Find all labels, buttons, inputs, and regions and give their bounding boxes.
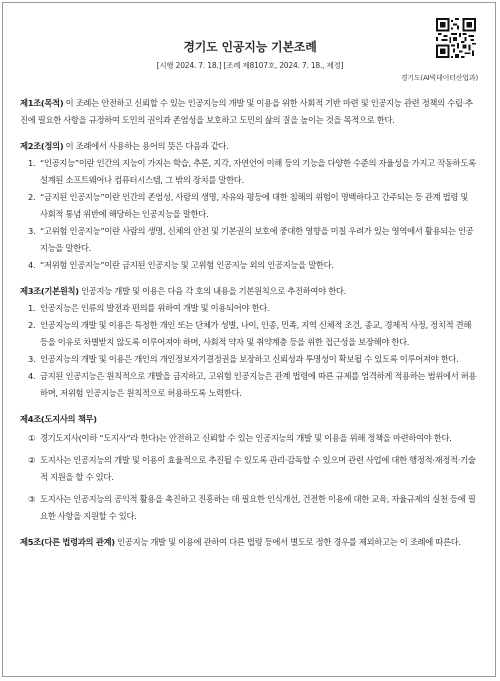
list-item <box>20 351 478 368</box>
item-number: 2. <box>28 320 36 330</box>
item-text: “저위험 인공지능”이란 금지된 인공지능 및 고위험 인공지능 외의 인공지능을 말한다. <box>40 260 334 270</box>
item-list <box>20 155 478 274</box>
ordinance-body <box>20 95 478 560</box>
article-heading: 제3조(기본원칙) <box>20 286 79 296</box>
page-title: 경기도 인공지능 기본조례 <box>183 40 317 54</box>
list-item <box>20 223 478 257</box>
article-2 <box>20 138 478 274</box>
item-number: 4. <box>28 371 36 381</box>
article-heading: 제4조(도지사의 책무) <box>20 414 97 424</box>
article-3 <box>20 283 478 402</box>
item-text: 금지된 인공지능은 원칙적으로 개발을 금지하고, 고위험 인공지능은 관계 법령에 따른 규제를 엄격하게 적용하는 범위에서 허용하며, 저위험 인공지능은 원칙적으로 허용하도록 노력한다. <box>40 371 477 398</box>
list-item <box>20 189 478 223</box>
list-item <box>20 155 478 189</box>
item-number: 3. <box>28 226 36 236</box>
article-text: 이 조례에서 사용하는 용어의 뜻은 다음과 같다. <box>63 141 229 151</box>
item-number: 1. <box>28 158 36 168</box>
list-item <box>20 368 478 402</box>
item-text: “인공지능”이란 인간의 지능이 가지는 학습, 추론, 지각, 자연언어 이해 등의 기능을 다양한 수준의 자율성을 가지고 작동하도록 설계된 소프트웨어나 컴퓨터시스템, 그 밖의 장치를 말한다. <box>40 158 476 185</box>
paragraph-item <box>20 491 478 525</box>
article-heading: 제2조(정의) <box>20 141 64 151</box>
list-item <box>20 317 478 351</box>
item-text: 도지사는 인공지능의 공익적 활용을 촉진하고 진흥하는 데 필요한 인식개선, 건전한 이용에 대한 교육, 자율규제의 실천 등에 필요한 사항을 지원할 수 있다. <box>40 494 476 521</box>
paragraph-item <box>20 452 478 486</box>
item-number: ③ <box>28 494 36 504</box>
item-text: 인공지능은 인류의 발전과 편의를 위하여 개발 및 이용되어야 한다. <box>40 303 270 313</box>
item-text: 경기도지사(이하 “도지사”라 한다)는 안전하고 신뢰할 수 있는 인공지능의 개발 및 이용을 위해 정책을 마련하여야 한다. <box>40 433 452 443</box>
item-list <box>20 300 478 402</box>
article-text: 인공지능 개발 및 이용에 관하여 다른 법령 등에서 별도로 정한 경우를 제외하고는 이 조례에 따른다. <box>114 537 461 547</box>
article-heading: 제5조(다른 법령과의 관계) <box>20 537 115 547</box>
item-text: 인공지능의 개발 및 이용은 개인의 개인정보자기결정권을 보장하고 신뢰성과 투명성이 확보될 수 있도록 이루어져야 한다. <box>40 354 459 364</box>
article-heading: 제1조(목적) <box>20 98 64 108</box>
item-text: 도지사는 인공지능의 개발 및 이용이 효율적으로 추진될 수 있도록 관리·감독할 수 있으며 관련 사업에 대한 행정적·재정적·기술적 지원을 할 수 있다. <box>40 455 476 482</box>
article-1 <box>20 95 478 129</box>
item-number: 1. <box>28 303 36 313</box>
item-number: 3. <box>28 354 36 364</box>
item-text: “금지된 인공지능”이란 인간의 존엄성, 사람의 생명, 자유와 평등에 대한 침해의 위험이 명백하다고 간주되는 등 관계 법령 및 사회적 통념 위반에 해당하는 인공지능을 말한다. <box>40 192 469 219</box>
item-number: 2. <box>28 192 36 202</box>
article-text: 인공지능 개발 및 이용은 다음 각 호의 내용을 기본원칙으로 추진하여야 한다. <box>78 286 346 296</box>
item-number: 4. <box>28 260 36 270</box>
item-text: 인공지능의 개발 및 이용은 특정한 개인 또는 단체가 성별, 나이, 인종, 민족, 지역 신체적 조건, 종교, 경제적 사정, 정치적 견해 등을 이유로 차별받지 않도록 이루어져야 하며, 사회적 약자 및 취약계층 등을 위한 접근성을 보장해야 한다. <box>40 320 472 347</box>
item-number: ① <box>28 433 36 443</box>
paragraph-item <box>20 430 478 447</box>
department-label: 경기도(AI빅데이터산업과) <box>400 74 478 82</box>
item-text: “고위험 인공지능”이란 사람의 생명, 신체의 안전 및 기본권의 보호에 중대한 영향을 미칠 우려가 있는 영역에서 활용되는 인공지능을 말한다. <box>40 226 474 253</box>
article-4 <box>20 411 478 525</box>
enactment-info: [시행 2024. 7. 18.] [조례 제8107호, 2024. 7. 18., 제정] <box>156 61 344 70</box>
list-item <box>20 257 478 274</box>
article-text: 이 조례는 안전하고 신뢰할 수 있는 인공지능의 개발 및 이용을 위한 사회적 기반 마련 및 인공지능 관련 정책의 수립·추진에 필요한 사항을 규정하여 도민의 권익과 존엄성을 보호하고 도민의 삶의 질을 높이는 것을 목적으로 한다. <box>20 98 473 125</box>
item-number: ② <box>28 455 36 465</box>
article-5 <box>20 534 478 551</box>
list-item <box>20 300 478 317</box>
